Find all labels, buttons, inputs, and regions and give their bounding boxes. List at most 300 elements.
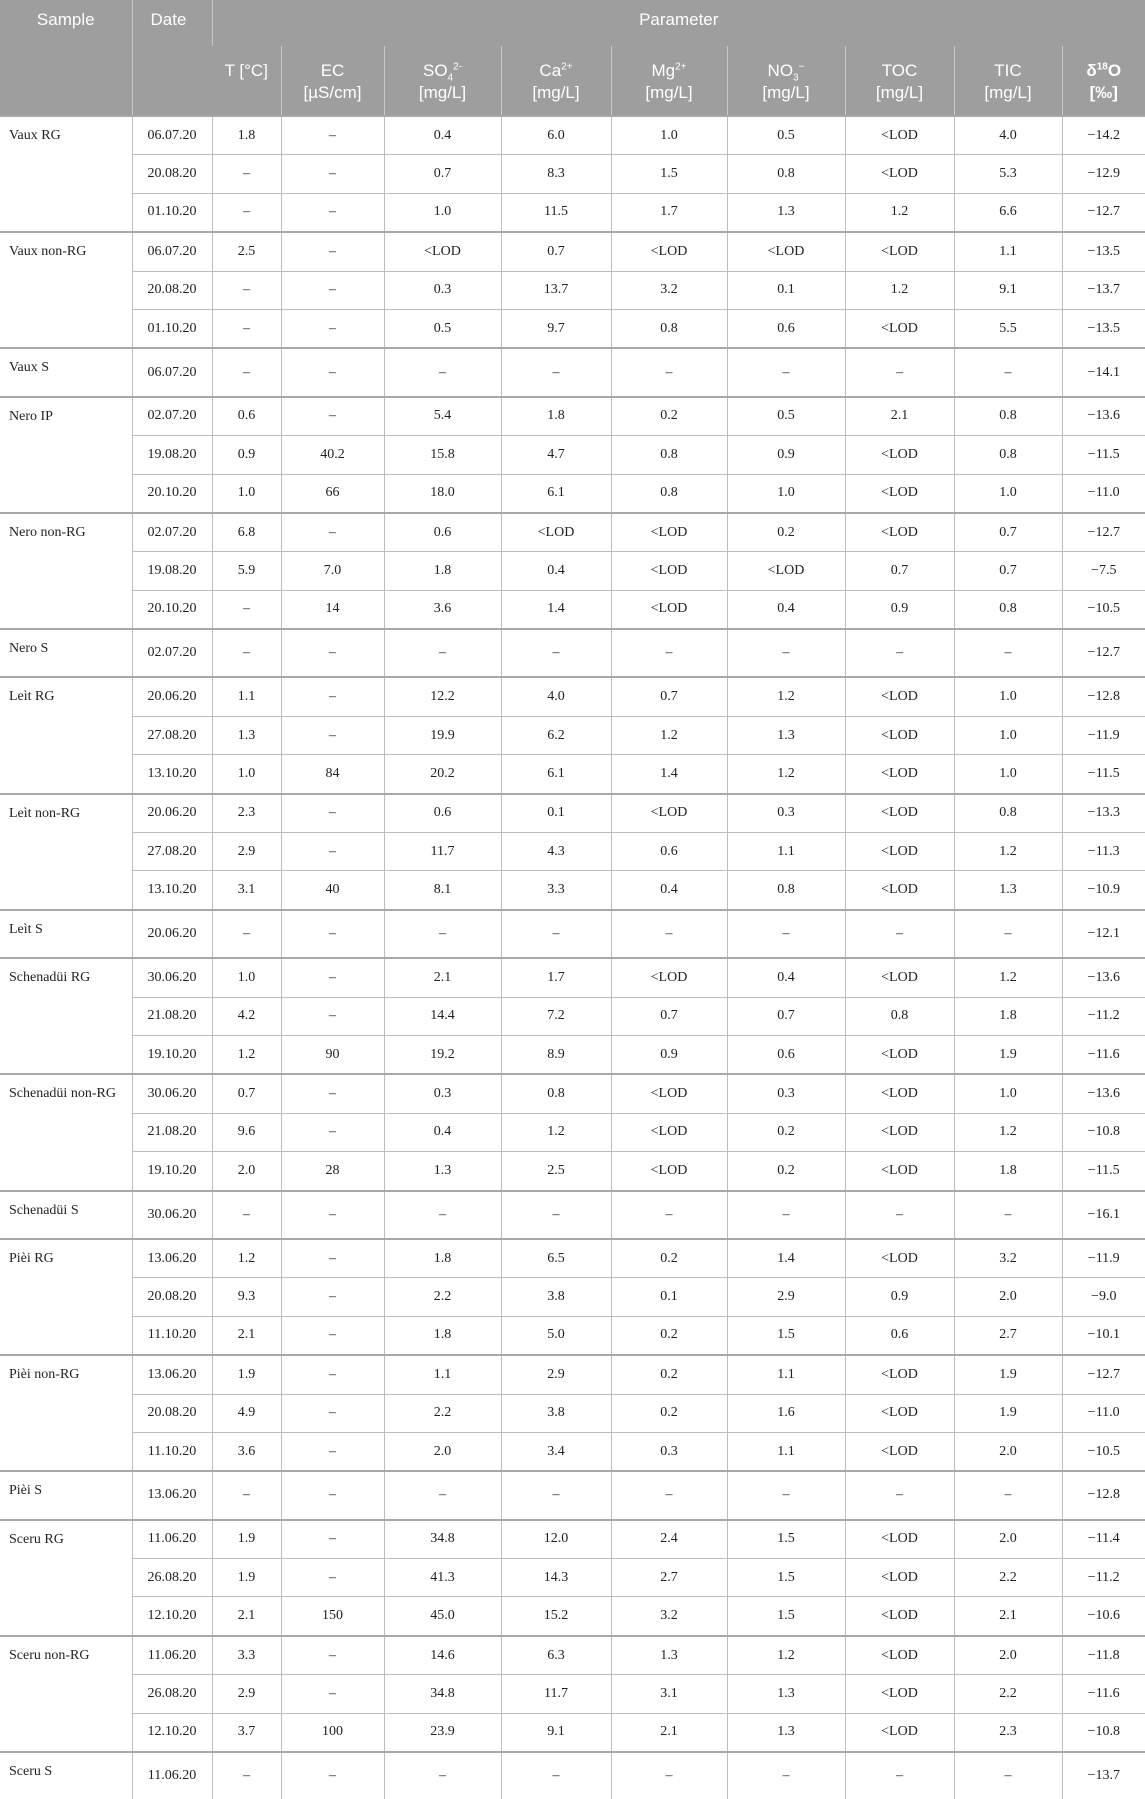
date-cell: 20.06.20 <box>132 910 212 958</box>
t-cell: 1.0 <box>212 958 281 997</box>
tic-cell: 3.2 <box>954 1239 1062 1278</box>
date-cell: 19.08.20 <box>132 436 212 474</box>
date-cell: 27.08.20 <box>132 716 212 754</box>
so4-cell: 34.8 <box>384 1520 501 1559</box>
date-cell: 13.10.20 <box>132 755 212 794</box>
tic-cell: 1.1 <box>954 232 1062 271</box>
mg-cell: 3.1 <box>611 1675 727 1713</box>
d18o-cell: −11.0 <box>1062 1394 1145 1432</box>
date-cell: 11.06.20 <box>132 1520 212 1559</box>
date-cell: 30.06.20 <box>132 1191 212 1239</box>
so4-cell: 3.6 <box>384 590 501 629</box>
tic-cell: 2.0 <box>954 1278 1062 1316</box>
table-row <box>0 552 1145 590</box>
t-cell: – <box>212 1752 281 1799</box>
table-row <box>0 155 1145 193</box>
tic-cell: – <box>954 348 1062 396</box>
table-row <box>0 1035 1145 1074</box>
ca-cell: – <box>501 629 611 677</box>
date-cell: 11.06.20 <box>132 1636 212 1675</box>
t-cell: 9.6 <box>212 1113 281 1151</box>
date-cell: 12.10.20 <box>132 1713 212 1752</box>
sample-cell: Nero S <box>0 629 132 677</box>
d18o-cell: −12.7 <box>1062 193 1145 232</box>
tic-cell: 0.8 <box>954 590 1062 629</box>
ec-cell: – <box>281 910 384 958</box>
ca-cell: 5.0 <box>501 1316 611 1355</box>
d18o-cell: −11.6 <box>1062 1035 1145 1074</box>
t-cell: 1.9 <box>212 1355 281 1394</box>
toc-cell: <LOD <box>845 1113 954 1151</box>
tic-cell: 1.9 <box>954 1355 1062 1394</box>
ca-cell: 4.7 <box>501 436 611 474</box>
d18o-cell: −10.6 <box>1062 1597 1145 1636</box>
header-t <box>212 46 281 116</box>
t-cell: 1.0 <box>212 755 281 794</box>
sample-cell: Nero non-RG <box>0 513 132 629</box>
table-row <box>0 871 1145 910</box>
d18o-cell: −11.8 <box>1062 1636 1145 1675</box>
ec-cell: 7.0 <box>281 552 384 590</box>
ca-cell: – <box>501 1752 611 1799</box>
no3-cell: 0.8 <box>727 155 845 193</box>
date-cell: 20.08.20 <box>132 155 212 193</box>
d18o-cell: −12.7 <box>1062 629 1145 677</box>
t-cell: 0.9 <box>212 436 281 474</box>
d18o-cell: −13.3 <box>1062 794 1145 833</box>
ca-cell: – <box>501 1191 611 1239</box>
ca-cell: 6.0 <box>501 116 611 155</box>
sample-cell: Leìt RG <box>0 677 132 793</box>
ca-cell: 11.5 <box>501 193 611 232</box>
header-so4 <box>384 46 501 116</box>
toc-cell: 1.2 <box>845 193 954 232</box>
toc-cell: <LOD <box>845 833 954 871</box>
toc-cell: 1.2 <box>845 271 954 309</box>
header-toc-name: TOC <box>882 61 918 80</box>
mg-cell: – <box>611 1471 727 1519</box>
tic-cell: 1.0 <box>954 1074 1062 1113</box>
tic-cell: 1.9 <box>954 1394 1062 1432</box>
no3-cell: 0.2 <box>727 1152 845 1191</box>
so4-cell: 0.4 <box>384 116 501 155</box>
date-cell: 12.10.20 <box>132 1597 212 1636</box>
header-ca <box>501 46 611 116</box>
mg-cell: 0.8 <box>611 309 727 348</box>
t-cell: – <box>212 193 281 232</box>
so4-cell: 0.5 <box>384 309 501 348</box>
no3-cell: 1.1 <box>727 833 845 871</box>
ec-cell: – <box>281 193 384 232</box>
mg-cell: 0.8 <box>611 474 727 513</box>
mg-cell: <LOD <box>611 513 727 552</box>
so4-cell: 0.6 <box>384 794 501 833</box>
tic-cell: 5.3 <box>954 155 1062 193</box>
mg-cell: 1.2 <box>611 716 727 754</box>
d18o-cell: −10.5 <box>1062 1432 1145 1471</box>
mg-cell: 1.5 <box>611 155 727 193</box>
mg-cell: 1.3 <box>611 1636 727 1675</box>
ec-cell: – <box>281 1636 384 1675</box>
sample-cell: Pièi S <box>0 1471 132 1519</box>
toc-cell: 0.6 <box>845 1316 954 1355</box>
toc-cell: – <box>845 910 954 958</box>
ec-cell: – <box>281 677 384 716</box>
table-row <box>0 1559 1145 1597</box>
tic-cell: 1.2 <box>954 958 1062 997</box>
table-row <box>0 1520 1145 1559</box>
ec-cell: – <box>281 513 384 552</box>
mg-cell: – <box>611 1752 727 1799</box>
ca-cell: 2.9 <box>501 1355 611 1394</box>
ca-cell: – <box>501 1471 611 1519</box>
header-tic-name: TIC <box>994 61 1021 80</box>
date-cell: 02.07.20 <box>132 397 212 436</box>
date-cell: 20.10.20 <box>132 474 212 513</box>
no3-cell: 0.5 <box>727 397 845 436</box>
tic-cell: 2.7 <box>954 1316 1062 1355</box>
toc-cell: <LOD <box>845 309 954 348</box>
d18o-cell: −11.9 <box>1062 716 1145 754</box>
date-cell: 02.07.20 <box>132 513 212 552</box>
ec-cell: – <box>281 116 384 155</box>
ca-cell: 12.0 <box>501 1520 611 1559</box>
header-no3-sub: 3 <box>793 72 799 83</box>
toc-cell: 2.1 <box>845 397 954 436</box>
t-cell: 3.1 <box>212 871 281 910</box>
so4-cell: 1.8 <box>384 1239 501 1278</box>
toc-cell: – <box>845 629 954 677</box>
ca-cell: 3.3 <box>501 871 611 910</box>
mg-cell: 0.8 <box>611 436 727 474</box>
t-cell: 2.9 <box>212 833 281 871</box>
so4-cell: 1.8 <box>384 552 501 590</box>
ec-cell: 150 <box>281 1597 384 1636</box>
ec-cell: – <box>281 1191 384 1239</box>
ca-cell: 4.0 <box>501 677 611 716</box>
d18o-cell: −12.7 <box>1062 513 1145 552</box>
table-row <box>0 958 1145 997</box>
ec-cell: – <box>281 1074 384 1113</box>
d18o-cell: −7.5 <box>1062 552 1145 590</box>
no3-cell: – <box>727 348 845 396</box>
ec-cell: – <box>281 1432 384 1471</box>
mg-cell: – <box>611 348 727 396</box>
so4-cell: 2.1 <box>384 958 501 997</box>
sample-cell: Sceru non-RG <box>0 1636 132 1752</box>
no3-cell: 0.6 <box>727 1035 845 1074</box>
t-cell: 2.1 <box>212 1316 281 1355</box>
sample-cell: Nero IP <box>0 397 132 513</box>
table-row <box>0 1191 1145 1239</box>
mg-cell: 0.6 <box>611 833 727 871</box>
no3-cell: – <box>727 1191 845 1239</box>
mg-cell: 0.7 <box>611 677 727 716</box>
date-cell: 11.10.20 <box>132 1316 212 1355</box>
d18o-cell: −9.0 <box>1062 1278 1145 1316</box>
t-cell: 1.8 <box>212 116 281 155</box>
d18o-cell: −10.5 <box>1062 590 1145 629</box>
tic-cell: 1.8 <box>954 1152 1062 1191</box>
t-cell: 1.9 <box>212 1520 281 1559</box>
toc-cell: <LOD <box>845 1074 954 1113</box>
header-no3-name: NO <box>768 61 794 80</box>
toc-cell: <LOD <box>845 1597 954 1636</box>
no3-cell: 0.6 <box>727 309 845 348</box>
so4-cell: 2.2 <box>384 1278 501 1316</box>
no3-cell: 1.3 <box>727 1713 845 1752</box>
no3-cell: 0.2 <box>727 1113 845 1151</box>
date-cell: 26.08.20 <box>132 1559 212 1597</box>
no3-cell: 0.4 <box>727 958 845 997</box>
table-row <box>0 309 1145 348</box>
tic-cell: 9.1 <box>954 271 1062 309</box>
no3-cell: 1.2 <box>727 1636 845 1675</box>
t-cell: – <box>212 1471 281 1519</box>
tic-cell: 1.2 <box>954 833 1062 871</box>
ec-cell: – <box>281 1752 384 1799</box>
toc-cell: <LOD <box>845 1394 954 1432</box>
tic-cell: 2.3 <box>954 1713 1062 1752</box>
table-row <box>0 397 1145 436</box>
ec-cell: 84 <box>281 755 384 794</box>
date-cell: 27.08.20 <box>132 833 212 871</box>
ca-cell: 11.7 <box>501 1675 611 1713</box>
no3-cell: <LOD <box>727 232 845 271</box>
mg-cell: 2.1 <box>611 1713 727 1752</box>
ca-cell: 1.2 <box>501 1113 611 1151</box>
t-cell: 1.3 <box>212 716 281 754</box>
t-cell: 2.3 <box>212 794 281 833</box>
so4-cell: 2.0 <box>384 1432 501 1471</box>
ca-cell: 9.7 <box>501 309 611 348</box>
d18o-cell: −11.3 <box>1062 833 1145 871</box>
no3-cell: – <box>727 629 845 677</box>
ec-cell: 90 <box>281 1035 384 1074</box>
ec-cell: – <box>281 1471 384 1519</box>
date-cell: 13.06.20 <box>132 1471 212 1519</box>
ca-cell: 8.9 <box>501 1035 611 1074</box>
so4-cell: – <box>384 1191 501 1239</box>
ec-cell: – <box>281 716 384 754</box>
table-row <box>0 1316 1145 1355</box>
table-row <box>0 116 1145 155</box>
ec-cell: – <box>281 958 384 997</box>
ec-cell: – <box>281 1520 384 1559</box>
table-row <box>0 271 1145 309</box>
no3-cell: 1.6 <box>727 1394 845 1432</box>
no3-cell: <LOD <box>727 552 845 590</box>
no3-cell: 0.5 <box>727 116 845 155</box>
so4-cell: 1.1 <box>384 1355 501 1394</box>
ca-cell: 15.2 <box>501 1597 611 1636</box>
header-mg-name: Mg <box>651 61 675 80</box>
date-cell: 11.10.20 <box>132 1432 212 1471</box>
t-cell: 1.9 <box>212 1559 281 1597</box>
toc-cell: <LOD <box>845 794 954 833</box>
table-row <box>0 1713 1145 1752</box>
toc-cell: <LOD <box>845 1636 954 1675</box>
no3-cell: 0.2 <box>727 513 845 552</box>
tic-cell: 2.2 <box>954 1559 1062 1597</box>
header-sample: Sample <box>0 0 132 116</box>
table-row <box>0 833 1145 871</box>
ec-cell: 28 <box>281 1152 384 1191</box>
date-cell: 11.06.20 <box>132 1752 212 1799</box>
ec-cell: – <box>281 1559 384 1597</box>
date-cell: 06.07.20 <box>132 116 212 155</box>
t-cell: – <box>212 910 281 958</box>
table-body <box>0 116 1145 1799</box>
ca-cell: 6.5 <box>501 1239 611 1278</box>
no3-cell: 1.1 <box>727 1432 845 1471</box>
d18o-cell: −11.5 <box>1062 755 1145 794</box>
sample-cell: Vaux RG <box>0 116 132 232</box>
d18o-cell: −14.1 <box>1062 348 1145 396</box>
t-cell: 1.0 <box>212 474 281 513</box>
sample-cell: Leìt S <box>0 910 132 958</box>
mg-cell: <LOD <box>611 1113 727 1151</box>
ec-cell: – <box>281 1394 384 1432</box>
date-cell: 06.07.20 <box>132 348 212 396</box>
t-cell: – <box>212 629 281 677</box>
t-cell: 2.5 <box>212 232 281 271</box>
ec-cell: – <box>281 833 384 871</box>
ca-cell: 6.1 <box>501 474 611 513</box>
mg-cell: <LOD <box>611 794 727 833</box>
table-row <box>0 1394 1145 1432</box>
header-ca-unit: [mg/L] <box>502 82 611 104</box>
ec-cell: – <box>281 997 384 1035</box>
toc-cell: – <box>845 1752 954 1799</box>
table-row <box>0 1239 1145 1278</box>
toc-cell: – <box>845 1191 954 1239</box>
no3-cell: 1.5 <box>727 1559 845 1597</box>
table-row <box>0 677 1145 716</box>
tic-cell: 1.0 <box>954 755 1062 794</box>
ec-cell: – <box>281 271 384 309</box>
date-cell: 01.10.20 <box>132 193 212 232</box>
toc-cell: <LOD <box>845 436 954 474</box>
tic-cell: 0.7 <box>954 513 1062 552</box>
so4-cell: – <box>384 629 501 677</box>
so4-cell: <LOD <box>384 232 501 271</box>
ca-cell: 0.1 <box>501 794 611 833</box>
d18o-cell: −11.9 <box>1062 1239 1145 1278</box>
tic-cell: 5.5 <box>954 309 1062 348</box>
ec-cell: – <box>281 1675 384 1713</box>
ec-cell: – <box>281 1316 384 1355</box>
tic-cell: 4.0 <box>954 116 1062 155</box>
tic-cell: 1.0 <box>954 677 1062 716</box>
mg-cell: 2.7 <box>611 1559 727 1597</box>
mg-cell: 1.7 <box>611 193 727 232</box>
ca-cell: 14.3 <box>501 1559 611 1597</box>
toc-cell: <LOD <box>845 1675 954 1713</box>
date-cell: 13.06.20 <box>132 1239 212 1278</box>
header-d18o <box>1062 46 1145 116</box>
tic-cell: 1.0 <box>954 716 1062 754</box>
ec-cell: 66 <box>281 474 384 513</box>
table-row <box>0 716 1145 754</box>
no3-cell: 0.8 <box>727 871 845 910</box>
t-cell: 0.7 <box>212 1074 281 1113</box>
tic-cell: 2.1 <box>954 1597 1062 1636</box>
tic-cell: – <box>954 1752 1062 1799</box>
header-parameter: Parameter <box>212 0 1145 46</box>
sample-cell: Pièi RG <box>0 1239 132 1355</box>
mg-cell: <LOD <box>611 1074 727 1113</box>
toc-cell: <LOD <box>845 1559 954 1597</box>
table-row <box>0 629 1145 677</box>
sample-cell: Vaux non-RG <box>0 232 132 348</box>
ca-cell: 8.3 <box>501 155 611 193</box>
tic-cell: 2.0 <box>954 1432 1062 1471</box>
tic-cell: – <box>954 910 1062 958</box>
t-cell: – <box>212 309 281 348</box>
sample-cell: Schenadüi S <box>0 1191 132 1239</box>
tic-cell: – <box>954 629 1062 677</box>
header-mg <box>611 46 727 116</box>
ca-cell: 0.4 <box>501 552 611 590</box>
mg-cell: 1.0 <box>611 116 727 155</box>
header-d18o-unit: [‰] <box>1063 82 1145 104</box>
table-row <box>0 513 1145 552</box>
toc-cell: <LOD <box>845 116 954 155</box>
table-row <box>0 1113 1145 1151</box>
ca-cell: 0.7 <box>501 232 611 271</box>
so4-cell: 18.0 <box>384 474 501 513</box>
d18o-cell: −11.0 <box>1062 474 1145 513</box>
no3-cell: 1.5 <box>727 1316 845 1355</box>
no3-cell: 1.2 <box>727 755 845 794</box>
ca-cell: 6.2 <box>501 716 611 754</box>
mg-cell: <LOD <box>611 232 727 271</box>
header-mg-sup: 2+ <box>675 61 686 72</box>
mg-cell: 0.9 <box>611 1035 727 1074</box>
t-cell: 3.7 <box>212 1713 281 1752</box>
header-t-name: T <box>225 61 235 80</box>
so4-cell: 41.3 <box>384 1559 501 1597</box>
so4-cell: 1.8 <box>384 1316 501 1355</box>
mg-cell: 0.2 <box>611 1355 727 1394</box>
header-so4-sup: 2- <box>453 61 462 72</box>
t-cell: 2.1 <box>212 1597 281 1636</box>
so4-cell: 2.2 <box>384 1394 501 1432</box>
toc-cell: <LOD <box>845 232 954 271</box>
d18o-cell: −11.5 <box>1062 436 1145 474</box>
table-row <box>0 1278 1145 1316</box>
table-row <box>0 794 1145 833</box>
header-no3-unit: [mg/L] <box>728 82 845 104</box>
ec-cell: 40.2 <box>281 436 384 474</box>
no3-cell: 1.3 <box>727 193 845 232</box>
date-cell: 06.07.20 <box>132 232 212 271</box>
header-so4-sub: 4 <box>448 72 454 83</box>
no3-cell: 1.0 <box>727 474 845 513</box>
toc-cell: 0.9 <box>845 590 954 629</box>
so4-cell: 0.6 <box>384 513 501 552</box>
ca-cell: 3.8 <box>501 1278 611 1316</box>
d18o-cell: −13.7 <box>1062 1752 1145 1799</box>
t-cell: 5.9 <box>212 552 281 590</box>
ec-cell: – <box>281 1355 384 1394</box>
mg-cell: 0.2 <box>611 1239 727 1278</box>
toc-cell: <LOD <box>845 1035 954 1074</box>
so4-cell: 0.7 <box>384 155 501 193</box>
so4-cell: 34.8 <box>384 1675 501 1713</box>
d18o-cell: −13.6 <box>1062 1074 1145 1113</box>
